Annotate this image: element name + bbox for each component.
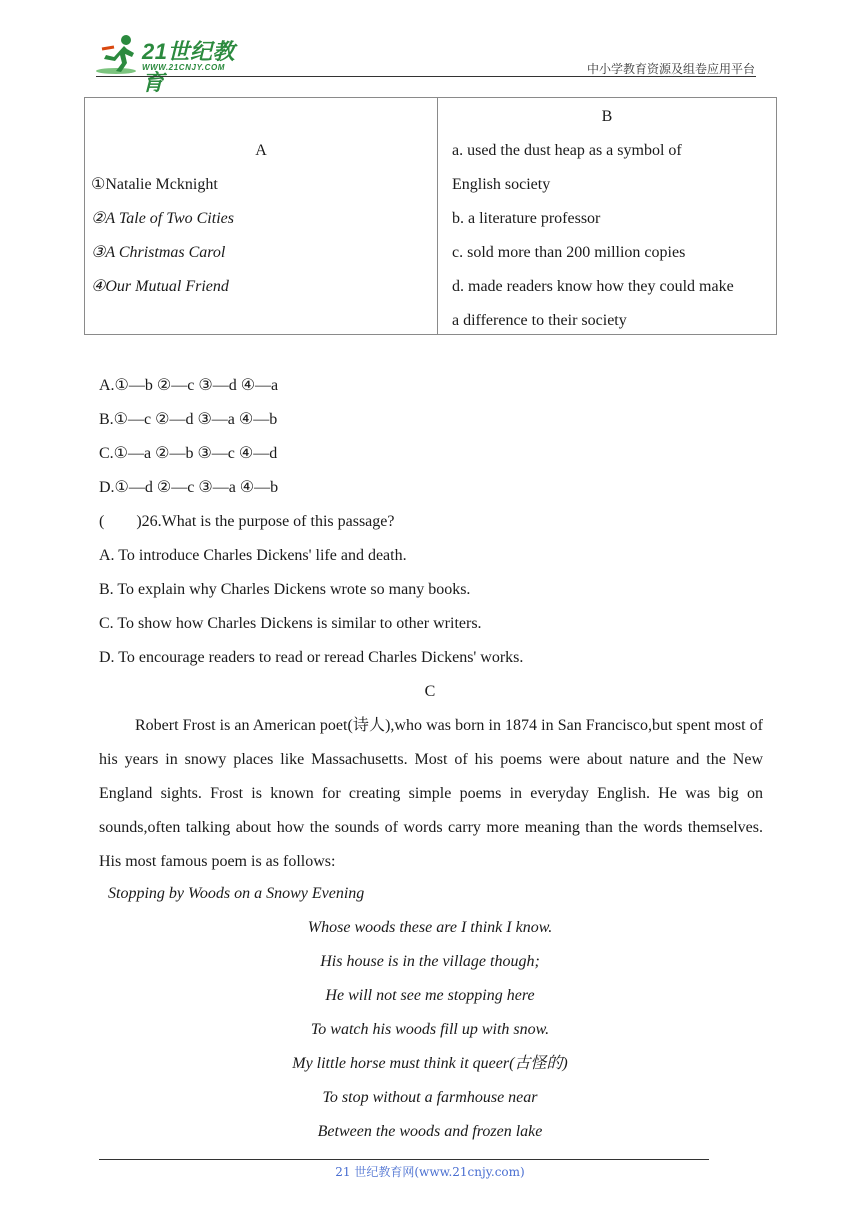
logo-text: 21世纪教育: [142, 39, 235, 95]
header-tagline: 中小学教育资源及组卷应用平台: [586, 62, 755, 76]
q25-option-c: C.①—a ②—b ③—c ④—d: [99, 445, 278, 462]
b-line-3: b. a literature professor: [452, 210, 601, 227]
q25-option-d: D.①—d ②—c ③—a ④—b: [99, 479, 279, 496]
b-line-1: a. used the dust heap as a symbol of: [452, 142, 682, 159]
q26-option-b: B. To explain why Charles Dickens wrote so many books.: [99, 581, 471, 598]
b-line-2: English society: [452, 176, 551, 193]
poem-line-1: Whose woods these are I think I know.: [307, 919, 553, 936]
runner-icon: [94, 33, 142, 77]
column-b-header: B: [601, 108, 613, 125]
q25-option-a: A.①—b ②—c ③—d ④—a: [99, 377, 279, 394]
section-c-paragraph: [99, 709, 763, 879]
poem-line-3: He will not see me stopping here: [325, 987, 535, 1004]
q25-option-b: B.①—c ②—d ③—a ④—b: [99, 411, 278, 428]
page-header: [0, 0, 860, 95]
paragraph-text: Robert Frost is an American poet(诗人),who was born in 1874 in San Francisco,but spent most of his years in snowy places like Massachusetts. Most of his poems were about nature and the New England sights. Frost is known for creating simple poems in everyday English. He was big on sounds,often talking about how the sounds of words carry more meaning than the words themselves. His most famous poem is as follows:: [99, 717, 763, 870]
b-line-4: c. sold more than 200 million copies: [452, 244, 686, 261]
q26-stem: ( )26.What is the purpose of this passage?: [99, 513, 395, 530]
column-a-header: A: [255, 142, 267, 159]
header-divider: [96, 76, 756, 77]
q26-option-a: A. To introduce Charles Dickens' life and death.: [99, 547, 407, 564]
poem-line-5: My little horse must think it queer(古怪的): [292, 1055, 568, 1072]
q26-option-c: C. To show how Charles Dickens is similar to other writers.: [99, 615, 482, 632]
footer-link[interactable]: 21 世纪教育网(www.21cnjy.com): [335, 1165, 525, 1179]
poem-title: Stopping by Woods on a Snowy Evening: [108, 885, 365, 902]
poem-line-2: His house is in the village though;: [320, 953, 540, 970]
a-item-3: ③A Christmas Carol: [91, 244, 226, 261]
b-line-6: a difference to their society: [452, 312, 627, 329]
section-c-title: C: [424, 683, 436, 700]
matching-table: [84, 97, 777, 335]
a-item-1: ①Natalie Mcknight: [91, 176, 218, 193]
poem-line-4: To watch his woods fill up with snow.: [310, 1021, 550, 1038]
poem-line-7: Between the woods and frozen lake: [317, 1123, 543, 1140]
logo-url: WWW.21CNJY.COM: [142, 63, 226, 72]
a-item-4: ④Our Mutual Friend: [91, 278, 229, 295]
site-logo: [94, 33, 256, 95]
a-item-2: ②A Tale of Two Cities: [91, 210, 234, 227]
footer-divider: [99, 1159, 709, 1160]
poem-line-6: To stop without a farmhouse near: [322, 1089, 538, 1106]
q26-option-d: D. To encourage readers to read or reread Charles Dickens' works.: [99, 649, 524, 666]
b-line-5: d. made readers know how they could make: [452, 278, 734, 295]
